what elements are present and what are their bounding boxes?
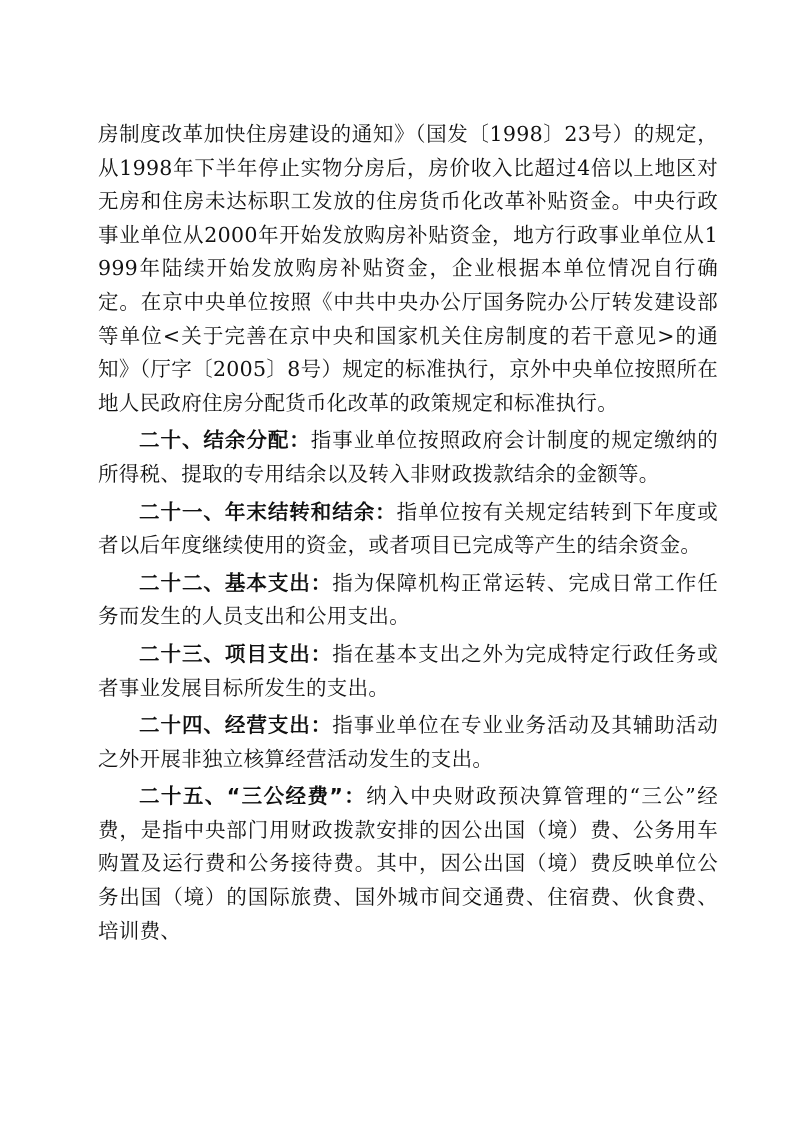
paragraph-text: 指事业单位按照政府会计制度的规定缴纳的所得税、提取的专用结余以及转入非财政拨款结余的金额等。 [98, 428, 719, 486]
paragraph-term: 二十四、经营支出： [139, 713, 333, 738]
paragraph-term: 二十、结余分配： [139, 428, 311, 453]
paragraph-text: 指为保障机构正常运转、完成日常工作任务而发生的人员支出和公用支出。 [98, 570, 719, 629]
paragraph-term: 二十一、年末结转和结余： [139, 499, 397, 524]
paragraph-text: 指单位按有关规定结转到下年度或者以后年度继续使用的资金，或者项目已完成等产生的结余资金。 [98, 499, 719, 558]
paragraph-text: 房制度改革加快住房建设的通知》（国发〔1998〕23号）的规定，从1998年下半年停止实物分房后，房价收入比超过4倍以上地区对无房和住房未达标职工发放的住房货币化改革补贴资金。中央行政事业单位从2000年开始发放购房补贴资金，地方行政事业单位从1999年陆续开始发放购房补贴资金，企业根据本单位情况自行确定。在京中央单位按照《中共中央办公厅国务院办公厅转发建设部等单位<关于完善在京中央和国家机关住房制度的若干意见>的通知》（厅字〔2005〕8号）规定的标准执行，京外中央单位按照所在地人民政府住房分配货币化改革的政策规定和标准执行。 [98, 122, 718, 415]
paragraph-term: 二十五、“三公经费”： [139, 784, 367, 809]
paragraph-year-end-carryover [98, 496, 718, 563]
paragraph-text: 指事业单位在专业业务活动及其辅助活动之外开展非独立核算经营活动发生的支出。 [98, 713, 719, 771]
paragraph-continuation [98, 118, 718, 420]
paragraph-text: 指在基本支出之外为完成特定行政任务或者事业发展目标所发生的支出。 [98, 641, 719, 700]
paragraph-project-expenditure [98, 638, 718, 705]
paragraph-term: 二十三、项目支出： [139, 641, 333, 666]
paragraph-basic-expenditure [98, 567, 718, 634]
paragraph-three-public-expenses [98, 780, 718, 948]
paragraph-text: 纳入中央财政预决算管理的“三公”经费，是指中央部门用财政拨款安排的因公出国（境）费、公务用车购置及运行费和公务接待费。其中，因公出国（境）费反映单位公务出国（境）的国际旅费、国外城市间交通费、住宿费、伙食费、培训费、 [98, 784, 718, 943]
paragraph-surplus-distribution [98, 424, 718, 491]
paragraph-operating-expenditure [98, 709, 718, 776]
paragraph-term: 二十二、基本支出： [139, 570, 333, 595]
document-body [98, 118, 718, 948]
